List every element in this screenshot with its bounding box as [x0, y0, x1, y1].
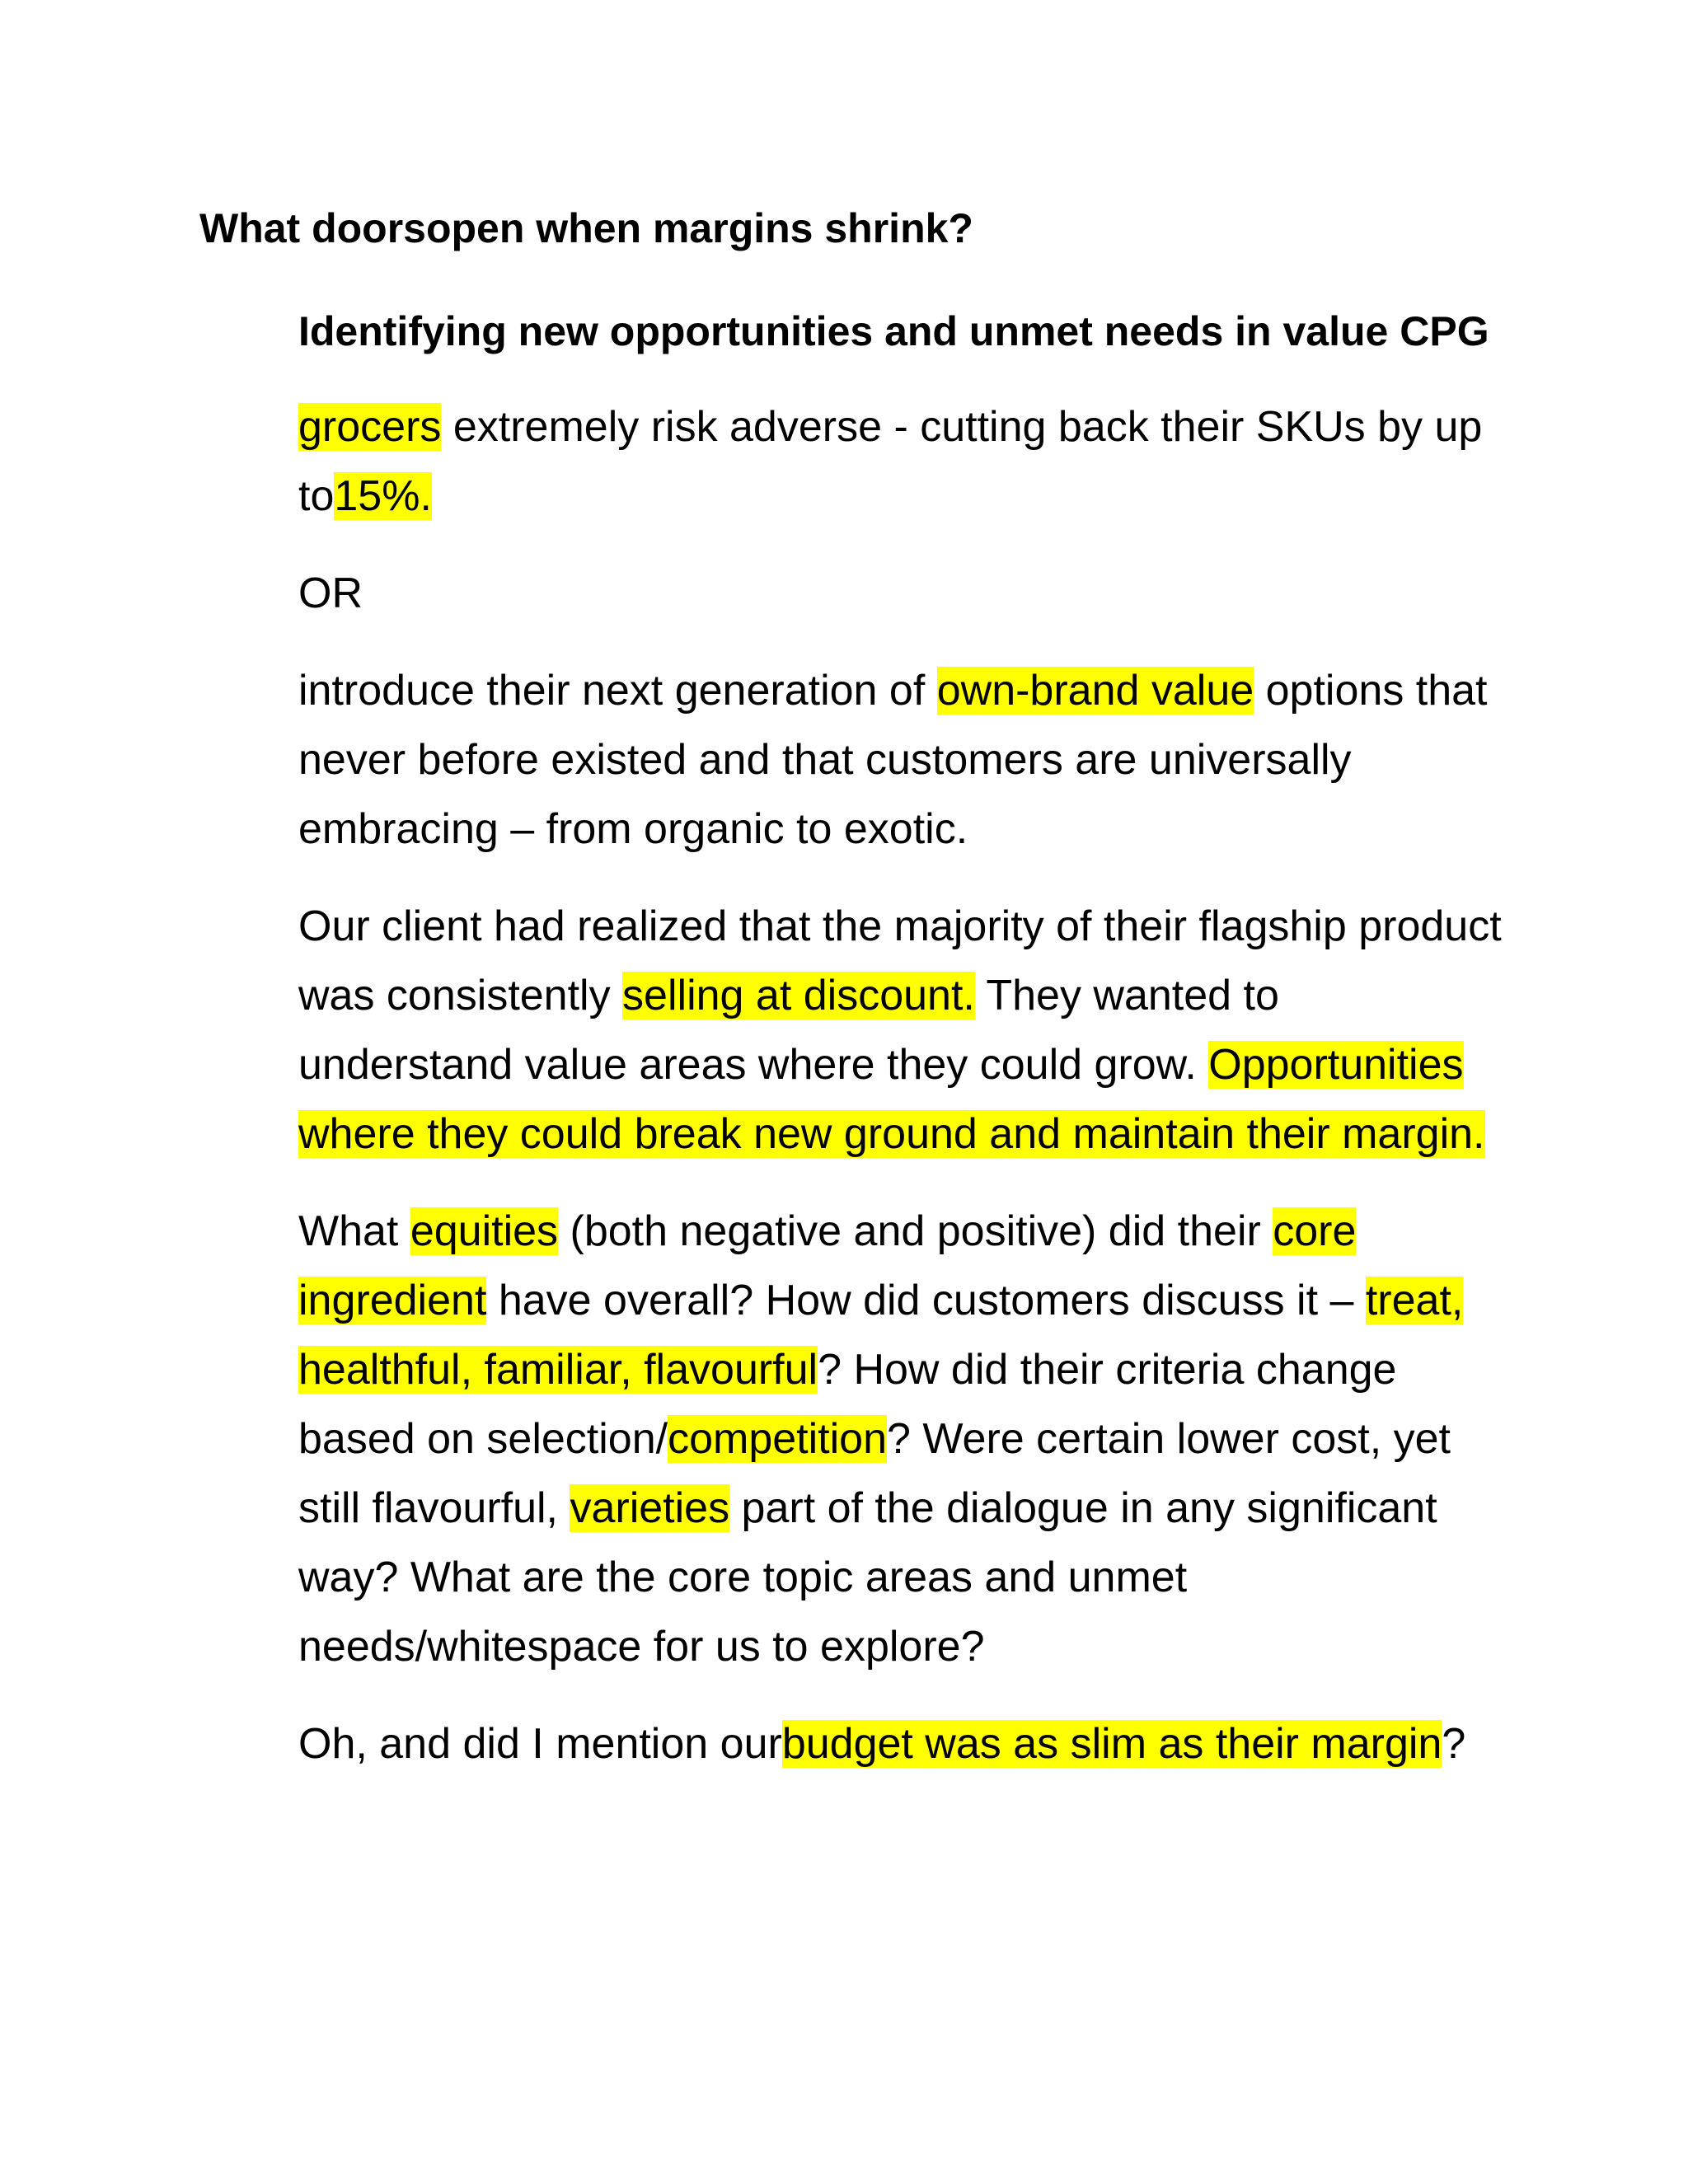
paragraph-questions — [298, 1197, 1502, 1681]
body-text: They wanted to understand value areas where they could grow. — [298, 972, 1279, 1089]
document-body — [298, 297, 1502, 1807]
paragraph-client — [298, 892, 1502, 1169]
body-text: Our client had realized that the majority of their flagship product was consistently — [298, 902, 1502, 1019]
highlighted-text: Opportunities where they could break new ground and maintain their margin. — [298, 1041, 1485, 1158]
body-text: ? — [1442, 1720, 1466, 1768]
body-text: (both negative and positive) did their — [558, 1207, 1273, 1255]
highlighted-text: grocers — [298, 403, 442, 451]
paragraph-or — [298, 559, 1502, 628]
body-text: Oh, and did I mention our — [298, 1720, 782, 1768]
body-text: part of the dialogue in any significant way? What are the core topic areas and unmet needs/whitespace for us to explore? — [298, 1484, 1437, 1671]
highlighted-text: treat, healthful, familiar, flavourful — [298, 1277, 1464, 1394]
body-text: ? Were certain lower cost, yet still flavourful, — [298, 1415, 1451, 1532]
paragraph-own-brand — [298, 656, 1502, 864]
body-text: have overall? How did customers discuss it – — [486, 1277, 1366, 1324]
document-title: What doorsopen when margins shrink? — [199, 205, 973, 251]
body-text: ? How did their criteria change based on selection/ — [298, 1346, 1397, 1463]
highlighted-text: equities — [410, 1207, 559, 1255]
highlighted-text: selling at discount. — [622, 972, 975, 1019]
highlighted-text: core ingredient — [298, 1207, 1357, 1324]
highlighted-text: 15%. — [334, 472, 432, 520]
body-text: introduce their next generation of — [298, 667, 937, 715]
highlighted-text: varieties — [570, 1484, 730, 1532]
body-text: OR — [298, 569, 363, 617]
body-text: extremely risk adverse - cutting back their SKUs by up to — [298, 403, 1483, 520]
highlighted-text: own-brand value — [936, 667, 1254, 715]
body-text: What — [298, 1207, 410, 1255]
body-text: options that never before existed and that customers are universally embracing – from organic to exotic. — [298, 667, 1488, 853]
highlighted-text: competition — [668, 1415, 888, 1463]
highlighted-text: budget was as slim as their margin — [781, 1720, 1442, 1768]
paragraph-budget — [298, 1709, 1502, 1779]
paragraph-grocers — [298, 392, 1502, 531]
document-subtitle: Identifying new opportunities and unmet needs in value CPG — [298, 308, 1489, 354]
